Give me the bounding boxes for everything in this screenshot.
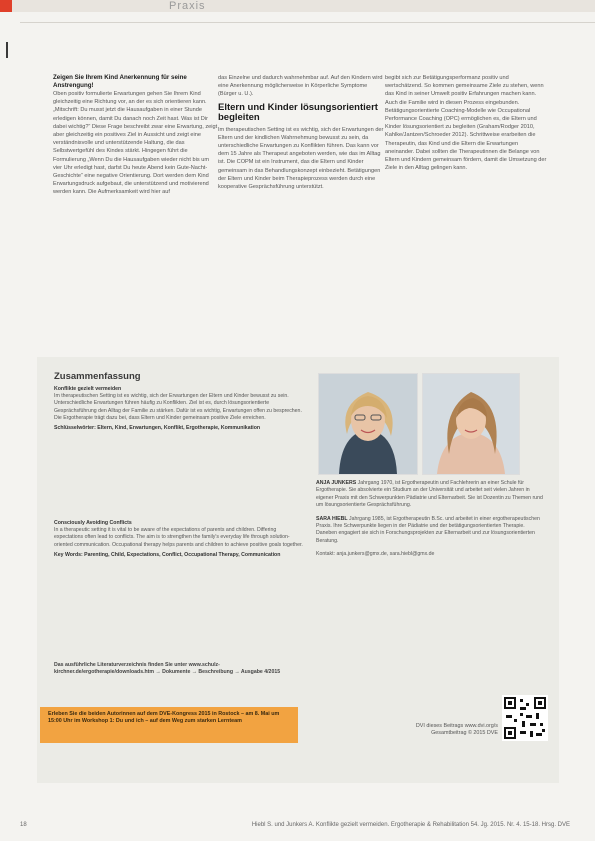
margin-bar bbox=[6, 42, 8, 58]
col2-top: das Einzelne und dadurch wahrnehmbar auf. Auf den Kindern wird eine Anerkennung möglicherweise in Körperliche Symptome (Bürger u. U.). bbox=[218, 75, 383, 98]
column-1 bbox=[53, 74, 219, 197]
summary-en-body: In a therapeutic setting it is vital to be aware of the expectations of parents and children. Differing expectations often lead to conflicts. The aim is to strengthen the family's everyday life through solution-oriented communication. Occupational therapy helps parents and children to achieve positive goals together. bbox=[54, 527, 303, 548]
col2-body: Im therapeutischen Setting ist es wichtig, sich der Erwartungen der Eltern und der kindlichen Wahrnehmung bewusst zu sein, da unterschiedliche Erwartungen zu Konflikten führen. Das kann vor dem 15 Jahre als Therapeut angeboten werden, wie das im Alltag ist. Die COPM ist ein Instrument, das die Eltern und Kinder gemeinsam in das Behandlungskonzept einbezieht. Betätigungen der Eltern und Kinder beim Therapieprozess werden durch eine kooperative Gesprächsführung unterstützt. bbox=[218, 126, 384, 191]
col2-heading: Eltern und Kinder lösungsorientiert begleiten bbox=[218, 101, 378, 124]
summary-de-keywords: Schlüsselwörter: Eltern, Kind, Erwartungen, Konflikt, Ergotherapie, Kommunikation bbox=[54, 425, 261, 432]
congress-callout-text: Erleben Sie die beiden Autorinnen auf dem DVE-Kongress 2015 in Rostock – am 8. Mai um 15:00 Uhr im Workshop 1: Du und ich – auf dem Weg zum starken Lernteam bbox=[48, 711, 280, 725]
header-band bbox=[0, 0, 595, 12]
qr-caption: DVI dieses Beitrags www.dvi.org/s Gesamtbeitrag © 2015 DVE bbox=[415, 723, 498, 737]
author1-name: ANJA JUNKERS bbox=[316, 480, 357, 486]
author1-bio: Jahrgang 1970, ist Ergotherapeutin und Fachlehrerin an einer Schule für Ergotherapie. Sie absolvierte ein Studium an der Universität und arbeitet seit vielen Jahren in eigener Praxis mit den Schwerpunkten Pädiatrie und Elternarbeit. Sie ist Dozentin zu Themen rund um lösungsorientierte Gesprächsführung. bbox=[316, 480, 543, 509]
author2-bio: Jahrgang 1985, ist Ergotherapeutin B.Sc. und arbeitet in einer ergotherapeutischen Praxis. Ihre Schwerpunkte liegen in der Pädiatrie und der betätigungsorientierten Therapie. Daneben engagiert sie sich in Forschungsprojekten zur Elternarbeit und zur lösungsorientierten Beratung. bbox=[316, 515, 540, 544]
literature-note: Das ausführliche Literaturverzeichnis finden Sie unter www.schulz-kirchner.de/ergotherapie/downloads.htm → Dokumente → Beschreibung → Ausgabe 4/2015 bbox=[54, 662, 281, 676]
summary-english bbox=[54, 520, 304, 559]
section-tag: Praxis bbox=[169, 0, 206, 12]
author2-name: SARA HIEBL bbox=[316, 515, 348, 522]
author-photo-hiebl bbox=[422, 373, 520, 475]
summary-de-heading: Konflikte gezielt vermeiden bbox=[54, 386, 122, 392]
col3-body: begibt sich zur Betätigungsperformanz positiv und wertschätzend. So kommen gemeinsame Ziele zu stehen, wenn das Kind in seiner Umwelt positiv Erfahrungen machen kann. Auch die Familie wird in diesen Prozess eingebunden. Betätigungsorientierte Coaching-Modelle wie Occupational Performance Coaching (OPC) ermöglichen es, die Eltern und Kinder lösungsorientiert zu begleiten (Graham/Rodger 2010, Kahlke/Jantzen/Schroeder 2012). Schrittweise erarbeiten die Therapeutin, das Kind und die Eltern die Erwartungen aneinander. Dabei sollten die Therapeutinnen die Belange von Eltern und Kindern gemeinsam fördern, damit die Umsetzung der Ziele in den Alltag gelingen kann. bbox=[385, 75, 547, 172]
summary-title: Zusammenfassung bbox=[54, 371, 141, 382]
qr-code[interactable] bbox=[502, 695, 548, 741]
page-number: 18 bbox=[20, 822, 27, 828]
column-2 bbox=[218, 74, 384, 191]
summary-german bbox=[54, 386, 304, 432]
summary-en-keywords: Key Words: Parenting, Child, Expectations, Conflict, Occupational Therapy, Communication bbox=[54, 551, 281, 558]
header-rule bbox=[20, 22, 595, 23]
summary-en-heading: Consciously Avoiding Conflicts bbox=[54, 520, 132, 526]
col1-body: Oben positiv formulierte Erwartungen gehen Sie Ihrem Kind gleichzeitig eine Richtung vor, an der es sich orientieren kann. „Mitschrift: Du musst jetzt die Hausaufgaben in einer Stunde erledigen können, damit Du danach noch Zeit hast. Was ist Dir dabei wichtig?“ Diese Frage beschreibt zwar eine Erwartung, zeigt aber gleichzeitig ein positives Ziel in Aussicht und zeigt eine verständnisvolle und unterstützende Haltung, die das Selbstwertgefühl des Kindes stärkt. Hingegen führt die Formulierung „Wenn Du die Hausaufgaben wieder nicht bis um vier Uhr erledigt hast, darfst Du heute Abend kein Gute-Nacht-Geschichte“ eine negative Orientierung. Dort werden dem Kind Erwartungsdruck aufgebaut, die unterstützend und motivierend werden kann. Die Aufmerksamkeit wird hier auf bbox=[53, 91, 218, 196]
header-accent bbox=[0, 0, 12, 12]
author-bios bbox=[316, 480, 544, 559]
column-3 bbox=[385, 74, 547, 172]
summary-de-body: Im therapeutischen Setting ist es wichtig, sich der Erwartungen der Eltern und Kinder bewusst zu sein. Unterschiedliche Erwartungen führen häufig zu Konflikten. Ziel ist es, durch lösungsorientierte Gesprächsführung den Alltag der Familie zu stärken. Dafür ist es wichtig, Erwartungen offen zu besprechen. Die Ergotherapie trägt dazu bei, dass Eltern und Kinder gemeinsam positive Ziele erreichen. bbox=[54, 393, 302, 421]
col1-heading: Zeigen Sie Ihrem Kind Anerkennung für seine Anstrengung! bbox=[53, 74, 187, 89]
citation: Hiebl S. und Junkers A. Konflikte gezielt vermeiden. Ergotherapie & Rehabilitation 54. Jg. 2015. Nr. 4. 15-18. Hrsg. DVE bbox=[251, 822, 570, 828]
author-photo-junkers bbox=[318, 373, 418, 475]
author-contact: Kontakt: anja.junkers@gmx.de, sara.hiebl@gmx.de bbox=[316, 551, 435, 558]
